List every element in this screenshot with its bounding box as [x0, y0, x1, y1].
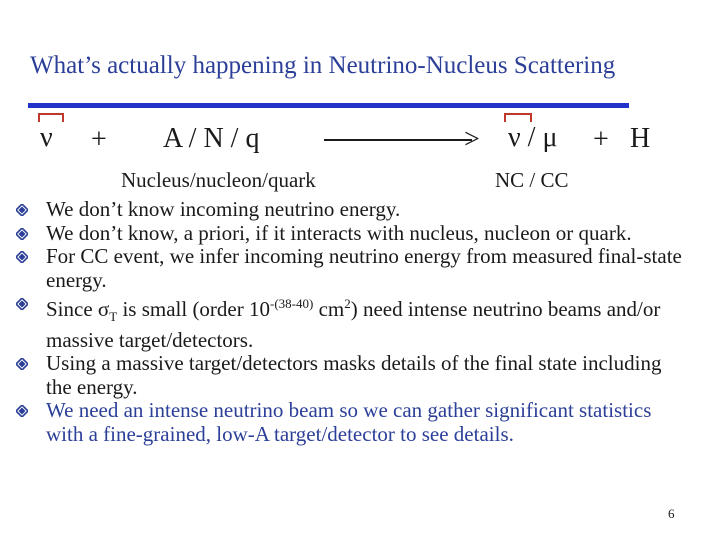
- bullet-text: We don’t know incoming neutrino energy.: [46, 197, 401, 221]
- bullet-item: [22, 292, 702, 352]
- final-lepton: ν / μ: [508, 122, 558, 153]
- reaction-arrow-head: >: [464, 124, 480, 155]
- antiparticle-bar-left: [38, 113, 64, 122]
- bullet-text: We don’t know, a priori, if it interacts with nucleus, nucleon or quark.: [46, 220, 632, 245]
- diamond-bullet-icon: [16, 298, 28, 310]
- antiparticle-bar-right: [504, 113, 532, 122]
- bullet-text: We need an intense neutrino beam so we can gather significant statistics with a fine-grained, low-A target/detector to see details.: [46, 398, 652, 446]
- interaction-note: NC / CC: [495, 168, 569, 192]
- hadron-symbol: H: [630, 123, 651, 154]
- slide-title: What’s actually happening in Neutrino-Nucleus Scattering: [30, 52, 616, 79]
- plus-sign-left: +: [91, 124, 107, 155]
- title-underline: [28, 103, 629, 108]
- target-note: Nucleus/nucleon/quark: [121, 168, 316, 192]
- bullet-item: [22, 198, 702, 222]
- sigma-symbol: σ: [97, 297, 110, 321]
- bullet-text: For CC event, we infer incoming neutrino energy from measured final-state energy.: [46, 244, 682, 292]
- bullet-text: Using a massive target/detectors masks details of the final state including the energy.: [46, 351, 662, 399]
- bullet-list: [22, 198, 702, 446]
- diamond-bullet-icon: [16, 405, 28, 417]
- diamond-bullet-icon: [16, 228, 28, 240]
- neutrino-symbol: ν: [40, 122, 53, 153]
- bullet-item: [22, 222, 702, 246]
- bullet-item: [22, 352, 702, 399]
- reaction-arrow-line: [324, 139, 472, 141]
- bullet-text: Since $\sigma_T$ is small (order $10^{-(38-40)}$ $cm^2$) need intense neutrino beams and/or massive target/detectors.: [46, 296, 661, 352]
- bullet-item: [22, 245, 702, 292]
- target-label: A / N / q: [163, 123, 260, 154]
- plus-sign-right: +: [593, 124, 609, 155]
- diamond-bullet-icon: [16, 358, 28, 370]
- diamond-bullet-icon: [16, 204, 28, 216]
- bullet-item: [22, 399, 702, 446]
- diamond-bullet-icon: [16, 251, 28, 263]
- page-number: 6: [668, 506, 675, 521]
